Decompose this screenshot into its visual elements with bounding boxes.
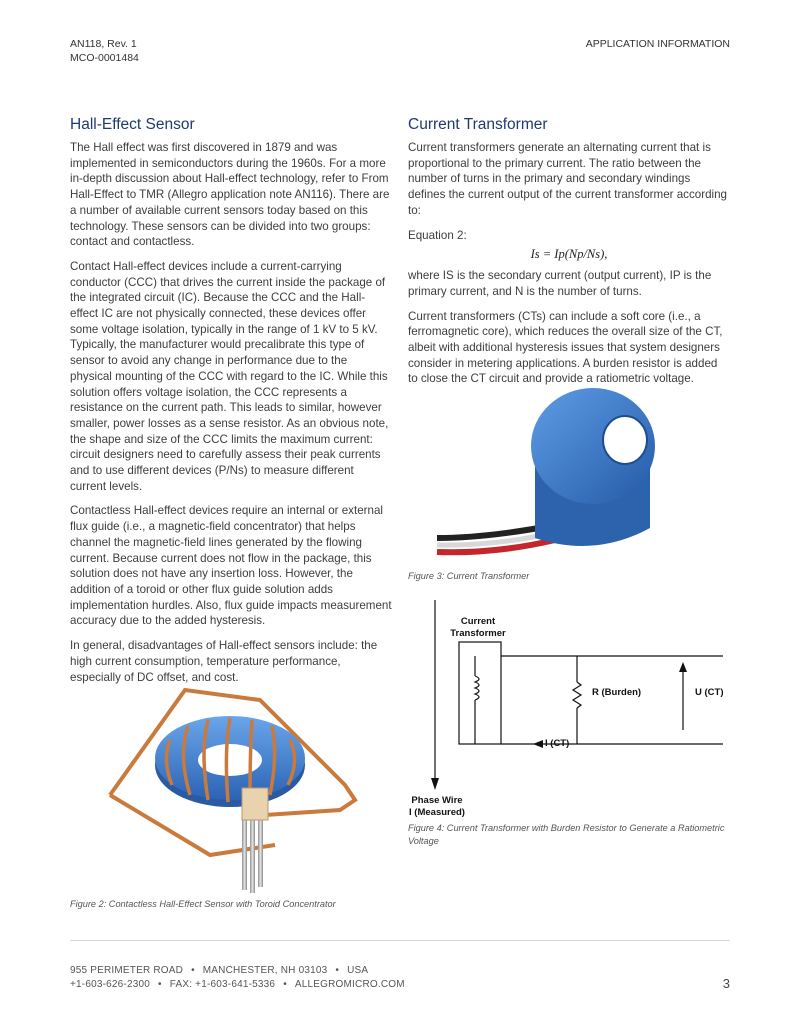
footer-address: 955 PERIMETER ROAD • MANCHESTER, NH 03103 • USA bbox=[70, 965, 369, 976]
right-column bbox=[408, 116, 730, 396]
footer-divider bbox=[70, 940, 730, 941]
ct-paragraph-2: where IS is the secondary current (output current), IP is the primary current, and N is the number of turns. bbox=[408, 269, 712, 298]
circuit-label-ct-2: Transformer bbox=[450, 628, 506, 639]
left-column bbox=[70, 116, 392, 694]
ct-paragraph-3: Current transformers (CTs) can include a soft core (i.e., a ferromagnetic core), which reduces the overall size of the CT, albeit with additional hysteresis issues that system designers consider in metering applications. A burden resistor is added to close the CT circuit and provide a ratiometric voltage. bbox=[408, 309, 723, 386]
footer-phone: +1-603-626-2300 bbox=[70, 979, 151, 990]
hall-effect-heading: Hall-Effect Sensor bbox=[70, 116, 195, 133]
circuit-label-wire-2: I (Measured) bbox=[409, 807, 465, 818]
circuit-label-burden: R (Burden) bbox=[592, 687, 642, 698]
hall-paragraph-1: The Hall effect was first discovered in 1879 and was implemented in semiconductors during the 1960s. For a more in-depth discussion about Hall-effect technology, refer to From Hall-Effect to TMR (Allegro application note AN116). There are a number of available current sensors today based on this technology. These sensors can be divided into two groups: contact and contactless. bbox=[70, 141, 390, 249]
hall-paragraph-4: In general, disadvantages of Hall-effect sensors include: the high current consumption, temperature performance, especially of DC offset, and cost. bbox=[70, 639, 378, 684]
equation-label: Equation 2: bbox=[408, 228, 467, 242]
circuit-label-ct-1: Current bbox=[460, 616, 496, 627]
doc-number: MCO-0001484 bbox=[70, 52, 139, 64]
hall-paragraph-2: Contact Hall-effect devices include a current-carrying conductor (CCC) that drives the current inside the package of the integrated circuit (IC). Because the CCC and the Hall-effect IC are not physically connected, these devices offer some voltage isolation, typically in the range of 1 kV to 5 kV. Typically, the manufacturer would precalibrate this type of sensor to avoid any change in performance due to the physical mounting of the CCC with regard to the IC. While this solution offers voltage isolation, the CCC represents a resistance on the current path. This leads to similar, however smaller, power losses as a sense resistor. As an obvious note, the shape and size of the CCC limits the maximum current: circuit designers need to carefully assess their peak currents and to use different devices (P/Ns) to measure different current levels. bbox=[70, 259, 389, 493]
section-label: APPLICATION INFORMATION bbox=[585, 38, 730, 50]
figure-3-current-transformer-illustration bbox=[435, 388, 670, 563]
figure-3-caption: Figure 3: Current Transformer bbox=[408, 571, 530, 581]
page-header-left bbox=[70, 37, 139, 65]
figure-2-caption: Figure 2: Contactless Hall-Effect Sensor with Toroid Concentrator bbox=[70, 899, 336, 909]
hall-paragraph-3: Contactless Hall-effect devices require an internal or external flux guide (i.e., a magnetic-field concentrator) that helps channel the magnetic-field lines generated by the flowing current. Because current does not flow in the package, this solution does not have any insertion loss. However, the addition of a toroid or other flux guide solution adds implementation hurdles. Also, flux guide impacts measurement accuracy due to the added hysteresis. bbox=[70, 504, 392, 628]
footer-city: MANCHESTER, NH 03103 bbox=[202, 965, 328, 976]
current-transformer-heading: Current Transformer bbox=[408, 116, 548, 133]
footer-fax: FAX: +1-603-641-5336 bbox=[169, 979, 276, 990]
circuit-label-ict: I (CT) bbox=[545, 738, 570, 749]
circuit-label-uct: U (CT) bbox=[695, 687, 724, 698]
figure-4-caption: Figure 4: Current Transformer with Burden Resistor to Generate a Ratiometric Voltage bbox=[408, 823, 725, 846]
equation-2: Is = Ip(Np/Ns), bbox=[530, 247, 608, 262]
page-number: 3 bbox=[722, 976, 730, 991]
footer-website-link[interactable]: ALLEGROMICRO.COM bbox=[294, 979, 405, 990]
footer-street: 955 PERIMETER ROAD bbox=[70, 965, 184, 976]
figure-2-toroid-illustration bbox=[100, 680, 370, 895]
footer-contact: +1-603-626-2300 • FAX: +1-603-641-5336 • ALLEGROMICRO.COM bbox=[70, 979, 405, 990]
footer-country: USA bbox=[347, 965, 369, 976]
doc-id: AN118, Rev. 1 bbox=[70, 38, 137, 50]
figure-4-circuit-diagram bbox=[405, 598, 735, 820]
circuit-label-wire-1: Phase Wire bbox=[411, 795, 463, 806]
ct-paragraph-1: Current transformers generate an alternating current that is proportional to the primary current. The ratio between the number of turns in the primary and secondary windings defines the current output of the current transformer according to: bbox=[408, 141, 727, 217]
